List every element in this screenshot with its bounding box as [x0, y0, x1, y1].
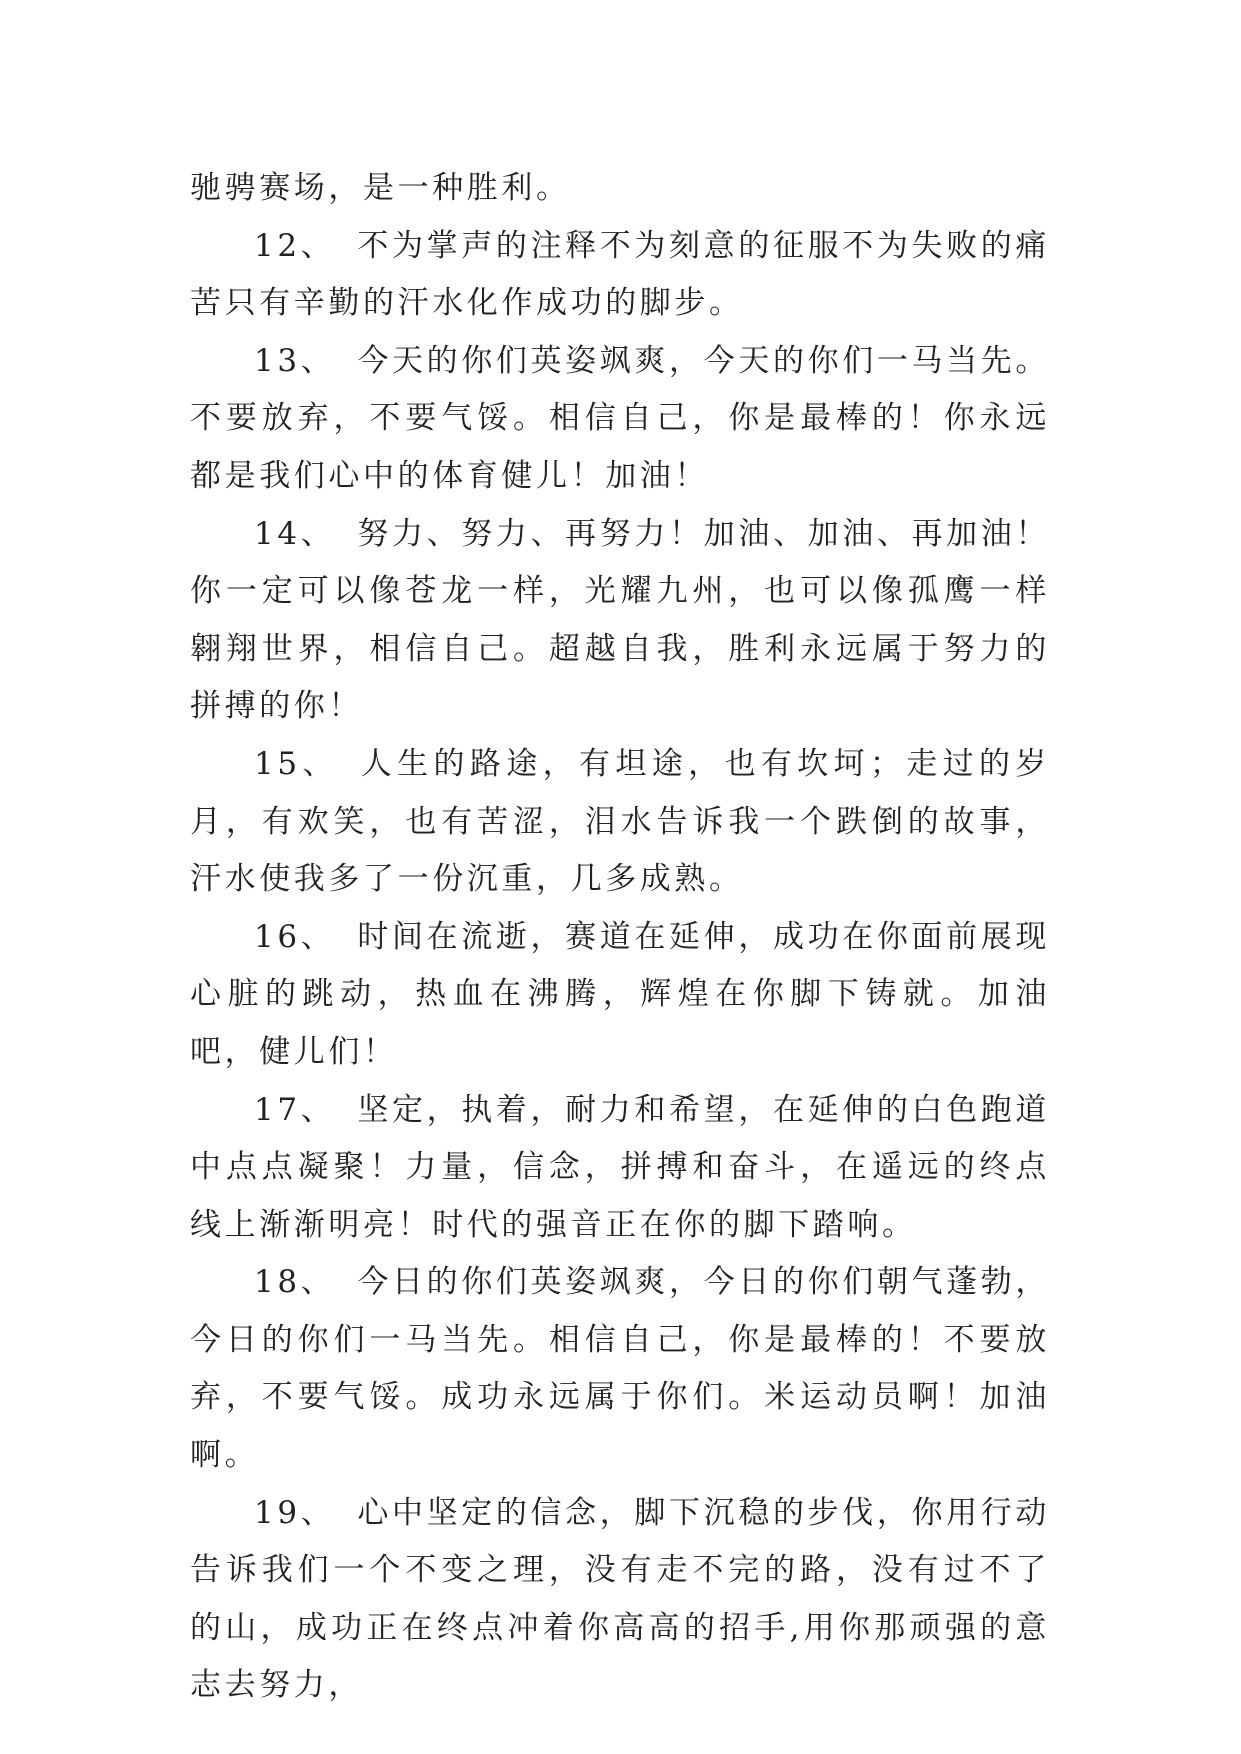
paragraph-number: 17、	[254, 1091, 336, 1128]
paragraph-15	[190, 736, 1050, 909]
paragraph-number: 15、	[254, 745, 339, 782]
paragraph-number: 14、	[254, 515, 336, 552]
paragraph-number: 12、	[254, 227, 336, 264]
paragraph-17	[190, 1082, 1050, 1255]
paragraph-text: 驰骋赛场，是一种胜利。	[190, 170, 571, 206]
paragraph-14	[190, 506, 1050, 736]
paragraph-12	[190, 218, 1050, 333]
paragraph-number: 18、	[254, 1264, 336, 1301]
paragraph-11-continuation	[190, 160, 1050, 218]
paragraph-text: 时间在流逝，赛道在延伸，成功在你面前展现心脏的跳动，热血在沸腾，辉煌在你脚下铸就。加油吧，健儿们！	[190, 918, 1051, 1070]
paragraph-number: 13、	[254, 342, 336, 379]
paragraph-number: 19、	[254, 1494, 336, 1531]
paragraph-text: 人生的路途，有坦途，也有坎坷；走过的岁月，有欢笑，也有苦涩，泪水告诉我一个跌倒的故事，汗水使我多了一份沉重，几多成熟。	[190, 745, 1050, 898]
document-body	[190, 160, 1050, 1715]
paragraph-text: 坚定，执着，耐力和希望，在延伸的白色跑道中点点凝聚！力量，信念，拼搏和奋斗，在遥远的终点线上渐渐明亮！时代的强音正在你的脚下踏响。	[190, 1091, 1051, 1243]
paragraph-18	[190, 1254, 1050, 1484]
paragraph-text: 今日的你们英姿飒爽，今日的你们朝气蓬勃，今日的你们一马当先。相信自己，你是最棒的！不要放弃，不要气馁。成功永远属于你们。米运动员啊！加油啊。	[190, 1264, 1051, 1474]
paragraph-19	[190, 1485, 1050, 1715]
paragraph-number: 16、	[254, 918, 336, 955]
paragraph-16	[190, 909, 1050, 1082]
paragraph-text: 今天的你们英姿飒爽，今天的你们一马当先。不要放弃，不要气馁。相信自己，你是最棒的！你永远都是我们心中的体育健儿！加油！	[190, 342, 1051, 494]
paragraph-13	[190, 333, 1050, 506]
paragraph-text: 不为掌声的注释不为刻意的征服不为失败的痛苦只有辛勤的汗水化作成功的脚步。	[190, 227, 1051, 322]
paragraph-text: 努力、努力、再努力！加油、加油、再加油！你一定可以像苍龙一样，光耀九州，也可以像孤鹰一样翱翔世界，相信自己。超越自我，胜利永远属于努力的拼搏的你！	[190, 515, 1051, 725]
paragraph-text: 心中坚定的信念，脚下沉稳的步伐，你用行动告诉我们一个不变之理，没有走不完的路，没有过不了的山，成功正在终点冲着你高高的招手,用你那顽强的意志去努力，	[190, 1494, 1051, 1704]
